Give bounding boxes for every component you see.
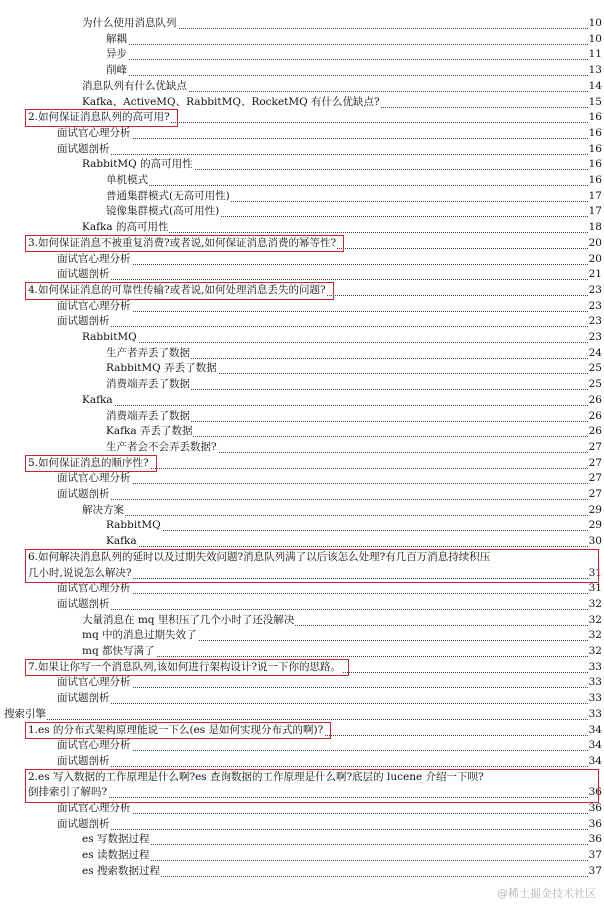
toc-entry-title: RabbitMQ <box>106 519 161 532</box>
toc-entry-title: 3.如何保证消息不被重复消费?或者说,如何保证消息消费的幂等性? <box>28 236 337 249</box>
toc-entry-page: 27 <box>588 456 602 469</box>
dot-leader <box>106 29 590 45</box>
toc-entry-page: 16 <box>588 126 602 139</box>
dot-leader <box>57 264 590 280</box>
toc-entry-title: 面试题剖析 <box>57 488 110 500</box>
toc-entry-title: Kafka <box>106 535 137 548</box>
toc-entry-title: 面试题剖析 <box>57 142 110 155</box>
toc-entry-page: 25 <box>588 362 602 375</box>
toc-entry-title: 镜像集群模式(高可用性) <box>106 205 220 218</box>
toc-entry-page: 33 <box>588 660 602 673</box>
toc-entry-title: 5.如何保证消息的顺序性? <box>28 456 149 469</box>
dot-leader <box>57 468 590 484</box>
dot-leader <box>82 845 590 861</box>
toc-entry-title: 面试题剖析 <box>57 268 110 281</box>
toc-entry-title: 面试官心理分析 <box>57 739 131 752</box>
toc-entry-page: 30 <box>588 535 602 548</box>
toc-entry-page: 10 <box>588 32 602 45</box>
toc-entry-title: RabbitMQ <box>82 331 137 343</box>
toc-entry-page: 29 <box>588 503 602 516</box>
dot-leader <box>82 641 590 657</box>
toc-entry-page: 20 <box>588 236 602 249</box>
toc-entry-page: 36 <box>588 802 602 814</box>
toc-entry-page: 27 <box>588 440 602 453</box>
dot-leader <box>57 249 590 265</box>
toc-entry-title: 几小时,说说怎么解决? <box>28 566 132 579</box>
toc-entry-page: 23 <box>588 299 602 312</box>
toc-entry-title: 2.如何保证消息队列的高可用? <box>28 111 170 124</box>
dot-leader <box>106 60 590 76</box>
toc-entry-title: 异步 <box>106 48 127 61</box>
toc-entry-title: 解决方案 <box>82 503 124 516</box>
dot-leader <box>57 798 590 814</box>
toc-entry-page: 32 <box>588 613 602 626</box>
toc-entry-page: 21 <box>588 268 602 281</box>
toc-entry-page: 32 <box>588 645 602 657</box>
toc-entry-page: 25 <box>588 378 602 391</box>
dot-leader <box>57 311 590 327</box>
toc-entry-title: 面试题剖析 <box>57 315 110 328</box>
toc-entry-page: 33 <box>588 692 602 705</box>
toc-entry-page: 26 <box>588 409 602 422</box>
toc-entry-page: 33 <box>588 707 602 720</box>
toc-entry-page: 16 <box>588 142 602 155</box>
toc-entry-page: 23 <box>588 283 602 296</box>
toc-entry-title: 解耦 <box>106 32 127 45</box>
toc-entry-title: 面试官心理分析 <box>57 676 131 689</box>
toc-entry-title: 7.如果让你写一个消息队列,该如何进行架构设计?说一下你的思路。 <box>28 660 341 673</box>
toc-entry-title: 4.如何保证消息的可靠性传输?或者说,如何处理消息丢失的问题? <box>28 283 326 296</box>
toc-entry-title: 面试官心理分析 <box>57 472 131 485</box>
toc-entry-title: 面试官心理分析 <box>57 582 131 595</box>
toc-entry-title: 倒排索引了解吗? <box>28 786 108 799</box>
toc-entry-title: RabbitMQ 的高可用性 <box>82 158 193 171</box>
dot-leader <box>82 327 590 343</box>
toc-entry-page: 15 <box>588 95 602 108</box>
toc-entry-page: 11 <box>588 48 602 61</box>
toc-entry-title: Kafka、ActiveMQ、RabbitMQ、RocketMQ 有什么优缺点? <box>82 95 380 108</box>
toc-entry-page: 29 <box>588 519 602 532</box>
toc-entry-page: 34 <box>588 723 602 736</box>
toc-entry-page: 34 <box>588 739 602 752</box>
watermark: @稀土掘金技术社区 <box>497 887 596 900</box>
toc-entry-title: 面试官心理分析 <box>57 299 131 312</box>
toc-entry-title: 面试题剖析 <box>57 597 110 610</box>
toc-entry-title: 单机模式 <box>106 174 148 186</box>
toc-entry-title: 消费端弄丢了数据 <box>106 378 190 391</box>
toc-entry-page: 17 <box>588 205 602 218</box>
toc-entry-page: 24 <box>588 346 602 359</box>
toc-entry-page: 33 <box>588 676 602 689</box>
toc-entry-page: 27 <box>588 472 602 485</box>
toc-entry-page: 14 <box>588 79 602 92</box>
toc-entry[interactable] <box>0 534 604 549</box>
toc-entry-page: 37 <box>588 864 602 877</box>
toc-entry-title: 消息队列有什么优缺点 <box>82 79 187 92</box>
toc-entry-title: es 写数据过程 <box>82 833 150 846</box>
toc-entry-title: 搜索引擎 <box>4 707 46 720</box>
toc-entry-page: 32 <box>588 597 602 610</box>
toc-entry-page: 32 <box>588 629 602 642</box>
dot-leader <box>57 751 590 767</box>
toc-entry-title: es 读数据过程 <box>82 849 150 862</box>
toc-entry-page: 36 <box>588 817 602 830</box>
dot-leader <box>57 578 590 594</box>
toc-entry-title: 生产者弄丢了数据 <box>106 346 190 359</box>
toc-entry-title: 普通集群模式(无高可用性) <box>106 189 230 202</box>
dot-leader <box>57 672 590 688</box>
toc-entry-title: mq 中的消息过期失效了 <box>82 629 197 642</box>
toc-entry-title: 为什么使用消息队列 <box>82 17 177 29</box>
toc-entry-title: 生产者会不会弄丢数据? <box>106 440 217 453</box>
toc-entry-title: mq 都快写满了 <box>82 645 155 657</box>
dot-leader <box>57 594 590 610</box>
toc-entry-page: 23 <box>588 331 602 343</box>
toc-entry-title: 面试官心理分析 <box>57 802 131 814</box>
dot-leader <box>57 735 590 751</box>
dot-leader <box>57 688 590 704</box>
toc-entry-page: 34 <box>588 754 602 767</box>
toc-entry-page: 36 <box>588 786 602 799</box>
toc-entry-page: 18 <box>588 221 602 234</box>
toc-entry-title: 1.es 的分布式架构原理能说一下么(es 是如何实现分布式的啊)? <box>28 723 324 736</box>
dot-leader <box>82 500 590 516</box>
dot-leader <box>82 390 590 406</box>
toc-entry-title: 削峰 <box>106 64 127 77</box>
toc-entry-page: 10 <box>588 17 602 29</box>
toc-entry-page: 31 <box>588 582 602 595</box>
toc-entry-page: 36 <box>588 833 602 846</box>
toc-entry-page: 13 <box>588 64 602 77</box>
toc-entry[interactable] <box>0 754 604 769</box>
toc-entry-page: 26 <box>588 393 602 406</box>
toc-entry-page: 17 <box>588 189 602 202</box>
toc-entry-title: 大量消息在 mq 里积压了几个小时了还没解决 <box>82 613 295 626</box>
toc-entry-title: 面试题剖析 <box>57 692 110 705</box>
toc-entry-page: 27 <box>588 488 602 500</box>
toc-entry-title: 面试官心理分析 <box>57 126 131 139</box>
toc-entry-page: 23 <box>588 315 602 328</box>
toc-entry-title: 面试题剖析 <box>57 817 110 830</box>
dot-leader <box>106 44 590 60</box>
dot-leader <box>57 296 590 312</box>
dot-leader <box>106 515 590 531</box>
dot-leader <box>57 139 590 155</box>
dot-leader <box>106 531 590 547</box>
toc-entry-title: Kafka 弄丢了数据 <box>106 425 193 438</box>
toc-entry-title: Kafka <box>82 393 113 406</box>
dot-leader <box>28 782 590 798</box>
toc-entry-page: 20 <box>588 252 602 265</box>
toc-entry-title: 6.如何解决消息队列的延时以及过期失效问题?消息队列满了以后该怎么处理?有几百万消息持续积压 <box>28 550 491 563</box>
dot-leader <box>57 814 590 830</box>
toc-entry-title: Kafka 的高可用性 <box>82 221 169 234</box>
toc-entry-title: 消费端弄丢了数据 <box>106 409 190 422</box>
dot-leader <box>57 484 590 500</box>
toc-entry-title: 面试题剖析 <box>57 754 110 767</box>
dot-leader <box>4 704 590 720</box>
toc-entry-page: 16 <box>588 174 602 186</box>
dot-leader <box>82 829 590 845</box>
toc-entry-page: 31 <box>588 566 602 579</box>
toc-entry-page: 37 <box>588 849 602 862</box>
toc-entry[interactable] <box>0 864 604 879</box>
toc-entry-page: 26 <box>588 425 602 438</box>
toc-entry-title: 面试官心理分析 <box>57 252 131 265</box>
toc-entry-title: RabbitMQ 弄丢了数据 <box>106 362 217 375</box>
dot-leader <box>106 170 590 186</box>
toc-entry-page: 16 <box>588 158 602 171</box>
toc-entry-page: 16 <box>588 111 602 124</box>
toc-entry-title: 2.es 写入数据的工作原理是什么啊?es 查询数据的工作原理是什么啊?底层的 lucene 介绍一下呗? <box>28 770 484 783</box>
dot-leader <box>57 123 590 139</box>
toc-entry-title: es 搜索数据过程 <box>82 864 160 877</box>
